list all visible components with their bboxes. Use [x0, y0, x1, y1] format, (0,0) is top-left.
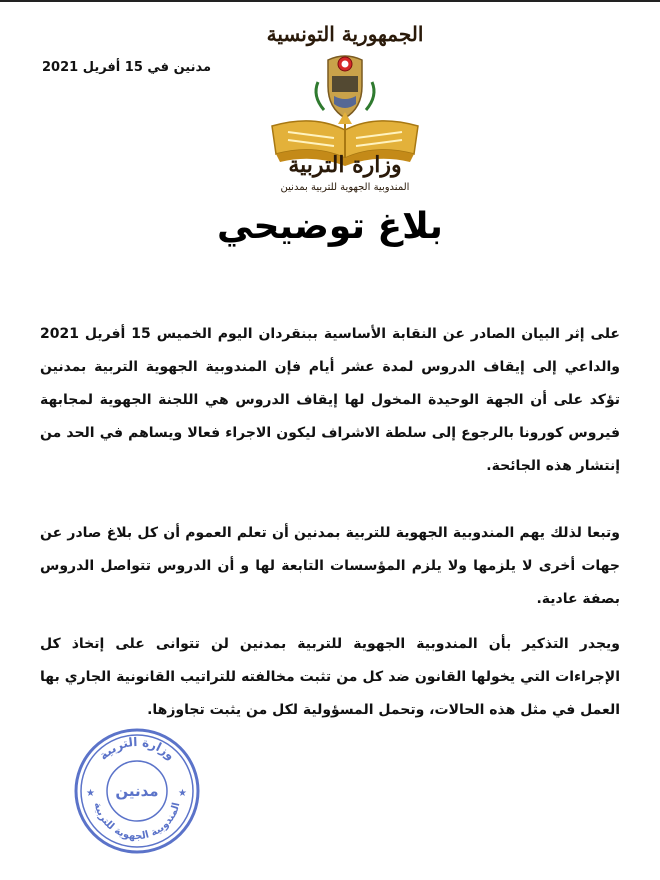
- stamp-top-text: وزارة التربية: [96, 734, 178, 763]
- paragraph-2: وتبعا لذلك يهم المندوبية الجهوية للتربية بمدنين أن تعلم العموم أن كل بلاغ صادر عن جهات أخرى لا يلزمها ولا يلزم المؤسسات التابعة لها و أن الدروس تتواصل الدروس بصفة عادية.: [40, 525, 620, 607]
- stamp-center-text: مدنين: [115, 782, 159, 800]
- regional-office-name: المندوبية الجهوية للتربية بمدنين: [280, 182, 410, 193]
- stamp-star-icon: ★: [178, 788, 187, 799]
- date-line: مدنين في 15 أفريل 2021: [42, 60, 212, 75]
- svg-text:وزارة التربية: [96, 735, 177, 763]
- svg-text:المندوبية الجهوية للتربية: [92, 801, 183, 842]
- paragraph-1: على إثر البيان الصادر عن النقابة الأساسية ببنقردان اليوم الخميس 15 أفريل 2021 والداعي إلى إيقاف الدروس لمدة عشر أيام فإن المندوبية الجهوية التربية بمدنين تؤكد على أن الجهة الوحيدة المخول لها إيقاف الدروس هي اللجنة الجهوية لمجابهة فيروس كورونا بالرجوع إلى سلطة الاشراف ليكون الاجراء فعالا ويساهم في الحد من إنتشار هذه الجائحة.: [40, 326, 620, 474]
- ministry-header-logo: [250, 22, 440, 202]
- top-border: [0, 0, 660, 2]
- paragraph-3: ويجدر التذكير بأن المندوبية الجهوية للتربية بمدنين لن تتوانى على إتخاذ كل الإجراءات التي يخولها القانون ضد كل من تثبت مخالفته للتراتيب القانونية الجاري بها العمل في مثل هذه الحالات، وتحمل المسؤولية لكل من يثبت تجاوزها.: [40, 636, 620, 718]
- stamp-bottom-text: المندوبية الجهوية للتربية: [91, 801, 183, 843]
- communique-title: بلاغ توضيحي: [217, 206, 443, 247]
- stamp-star-icon: ★: [86, 788, 95, 799]
- republic-heading: الجمهورية التونسية: [266, 22, 424, 46]
- ministry-name: وزارة التربية: [288, 152, 402, 178]
- official-stamp: [72, 726, 202, 856]
